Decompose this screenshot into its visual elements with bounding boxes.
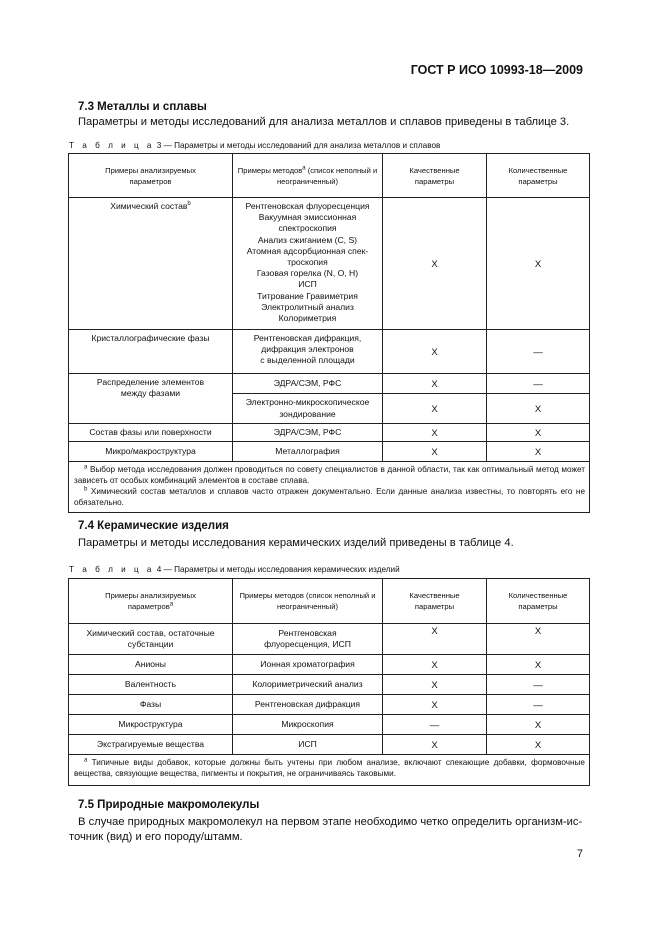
table-3-notes-row — [69, 462, 590, 513]
section-7-5-text-line-2: точник (вид) и его породу/штамм. — [69, 831, 243, 843]
table-4-cell-quantitative: X — [487, 735, 590, 755]
table-3-notes — [69, 462, 590, 513]
table-4-cell-qualitative: X — [383, 624, 487, 655]
table-4-cell-methods: Рентгеновская дифракция — [233, 695, 383, 715]
table-row — [69, 655, 590, 675]
table-3-header-quantitative: Количественные параметры — [487, 154, 590, 198]
table-4-cell-param: Микроструктура — [69, 715, 233, 735]
table-4-cell-quantitative: — — [487, 675, 590, 695]
table-row — [69, 624, 590, 655]
table-3-cell-quantitative: — — [487, 330, 590, 374]
table-3-header-row — [69, 154, 590, 198]
table-3-cell-qualitative: X — [383, 394, 487, 424]
section-7-5-text-line-1: В случае природных макромолекул на первом этапе необходимо четко определить организм-ис- — [78, 816, 583, 828]
section-7-3-title: 7.3 Металлы и сплавы — [78, 101, 207, 113]
table-3-note-b: $^b$ Химический состав металлов и сплавов часто отражен документально. Если данные анализа известны, то повторять его не обязательно. — [74, 486, 585, 507]
table-3-cell-qualitative: X — [383, 330, 487, 374]
table-3-cell-methods: ЭДРА/СЭМ, РФС — [233, 424, 383, 442]
table-3-cell-qualitative: X — [383, 442, 487, 462]
section-7-3-text: Параметры и методы исследований для анализа металлов и сплавов приведены в таблице 3. — [78, 116, 570, 128]
table-3 — [68, 153, 590, 513]
table-4-caption — [69, 565, 400, 574]
section-7-5-title: 7.5 Природные макромолекулы — [78, 799, 260, 811]
table-3-cell-param: Химический состав$^b$ — [69, 198, 233, 330]
table-row — [69, 198, 590, 330]
table-4-cell-qualitative: X — [383, 735, 487, 755]
table-4-header-qualitative: Качественные параметры — [383, 579, 487, 624]
table-row — [69, 715, 590, 735]
table-4-cell-quantitative: X — [487, 655, 590, 675]
table-3-cell-methods: Металлография — [233, 442, 383, 462]
table-row — [69, 735, 590, 755]
table-row — [69, 675, 590, 695]
table-4-cell-param: Фазы — [69, 695, 233, 715]
table-3-cell-param: Состав фазы или поверхности — [69, 424, 233, 442]
table-4-cell-param: Валентность — [69, 675, 233, 695]
table-3-cell-methods: Электронно-микроскопическое зондирование — [233, 394, 383, 424]
table-3-cell-quantitative: X — [487, 198, 590, 330]
table-4-cell-methods: Ионная хроматография — [233, 655, 383, 675]
table-4-header-quantitative: Количественные параметры — [487, 579, 590, 624]
table-4-cell-qualitative: — — [383, 715, 487, 735]
table-3-cell-quantitative: X — [487, 442, 590, 462]
table-3-cell-methods: Рентгеновская дифракция, дифракция электронов с выделенной площади — [233, 330, 383, 374]
table-3-cell-quantitative: — — [487, 374, 590, 394]
table-row — [69, 424, 590, 442]
table-3-cell-param: Микро/макроструктура — [69, 442, 233, 462]
table-3-cell-qualitative: X — [383, 198, 487, 330]
table-row — [69, 374, 590, 394]
table-3-header-qualitative: Качественные параметры — [383, 154, 487, 198]
table-row — [69, 695, 590, 715]
table-3-note-a: $^a$ Выбор метода исследования должен проводиться по совету специалистов в данной области, так как оптимальный метод может зависеть от особых комбинаций элементов в составе сплава. — [74, 464, 585, 485]
table-4-cell-methods: Колориметрический анализ — [233, 675, 383, 695]
table-4-header-param: Примеры анализируемых параметров$^а$ — [69, 579, 233, 624]
table-4-cell-quantitative: X — [487, 624, 590, 655]
table-4-cell-param: Анионы — [69, 655, 233, 675]
table-4-cell-quantitative: — — [487, 695, 590, 715]
table-3-cell-methods: Рентгеновская флуоресценция Вакуумная эмиссионная спектроскопия Анализ сжиганием (С, S) Атомная адсорбционная спек- троскопия Газовая горелка (N, O, H) ИСП Титрование Гравиметрия Электролитный анализ Колориметрия — [233, 198, 383, 330]
page-number: 7 — [576, 848, 583, 860]
table-3-cell-param: Кристаллографические фазы — [69, 330, 233, 374]
table-4-cell-quantitative: X — [487, 715, 590, 735]
table-4-notes — [69, 755, 590, 786]
table-3-header-methods: Примеры методов$^а$ (список неполный и неограниченный) — [233, 154, 383, 198]
table-3-caption-text: 3 — Параметры и методы исследований для анализа металлов и сплавов — [156, 141, 441, 150]
table-3-cell-quantitative: X — [487, 394, 590, 424]
table-4-notes-row — [69, 755, 590, 786]
table-4-cell-qualitative: X — [383, 695, 487, 715]
document-code: ГОСТ Р ИСО 10993-18—2009 — [410, 63, 583, 77]
table-3-cell-quantitative: X — [487, 424, 590, 442]
table-4-cell-methods: ИСП — [233, 735, 383, 755]
table-4-cell-qualitative: X — [383, 675, 487, 695]
section-7-4-title: 7.4 Керамические изделия — [78, 520, 229, 532]
table-4-note-a: $^a$ Типичные виды добавок, которые должны быть учтены при любом анализе, включают спекающие добавки, формовочные вещества, связующие вещества, пигменты и покрытия, не ограничиваясь таковыми. — [74, 757, 585, 778]
table-4-header-row — [69, 579, 590, 624]
table-row — [69, 442, 590, 462]
table-3-cell-qualitative: X — [383, 374, 487, 394]
table-4-cell-qualitative: X — [383, 655, 487, 675]
table-4-header-methods: Примеры методов (список неполный и неограниченный) — [233, 579, 383, 624]
table-4-cell-methods: Рентгеновская флуоресценция, ИСП — [233, 624, 383, 655]
table-4-caption-text: 4 — Параметры и методы исследования керамических изделий — [156, 565, 400, 574]
section-7-4-text: Параметры и методы исследования керамических изделий приведены в таблице 4. — [78, 537, 514, 549]
table-3-caption-prefix: Т а б л и ц а — [69, 141, 155, 150]
table-3-header-param: Примеры анализируемых параметров — [69, 154, 233, 198]
table-4-cell-param: Химический состав, остаточные субстанции — [69, 624, 233, 655]
table-3-caption — [69, 141, 440, 150]
table-row — [69, 330, 590, 374]
table-4-caption-prefix: Т а б л и ц а — [69, 565, 155, 574]
table-4-cell-param: Экстрагируемые вещества — [69, 735, 233, 755]
table-3-cell-qualitative: X — [383, 424, 487, 442]
table-3-cell-param: Распределение элементов между фазами — [69, 374, 233, 424]
table-4-cell-methods: Микроскопия — [233, 715, 383, 735]
table-4 — [68, 578, 590, 786]
table-3-cell-methods: ЭДРА/СЭМ, РФС — [233, 374, 383, 394]
